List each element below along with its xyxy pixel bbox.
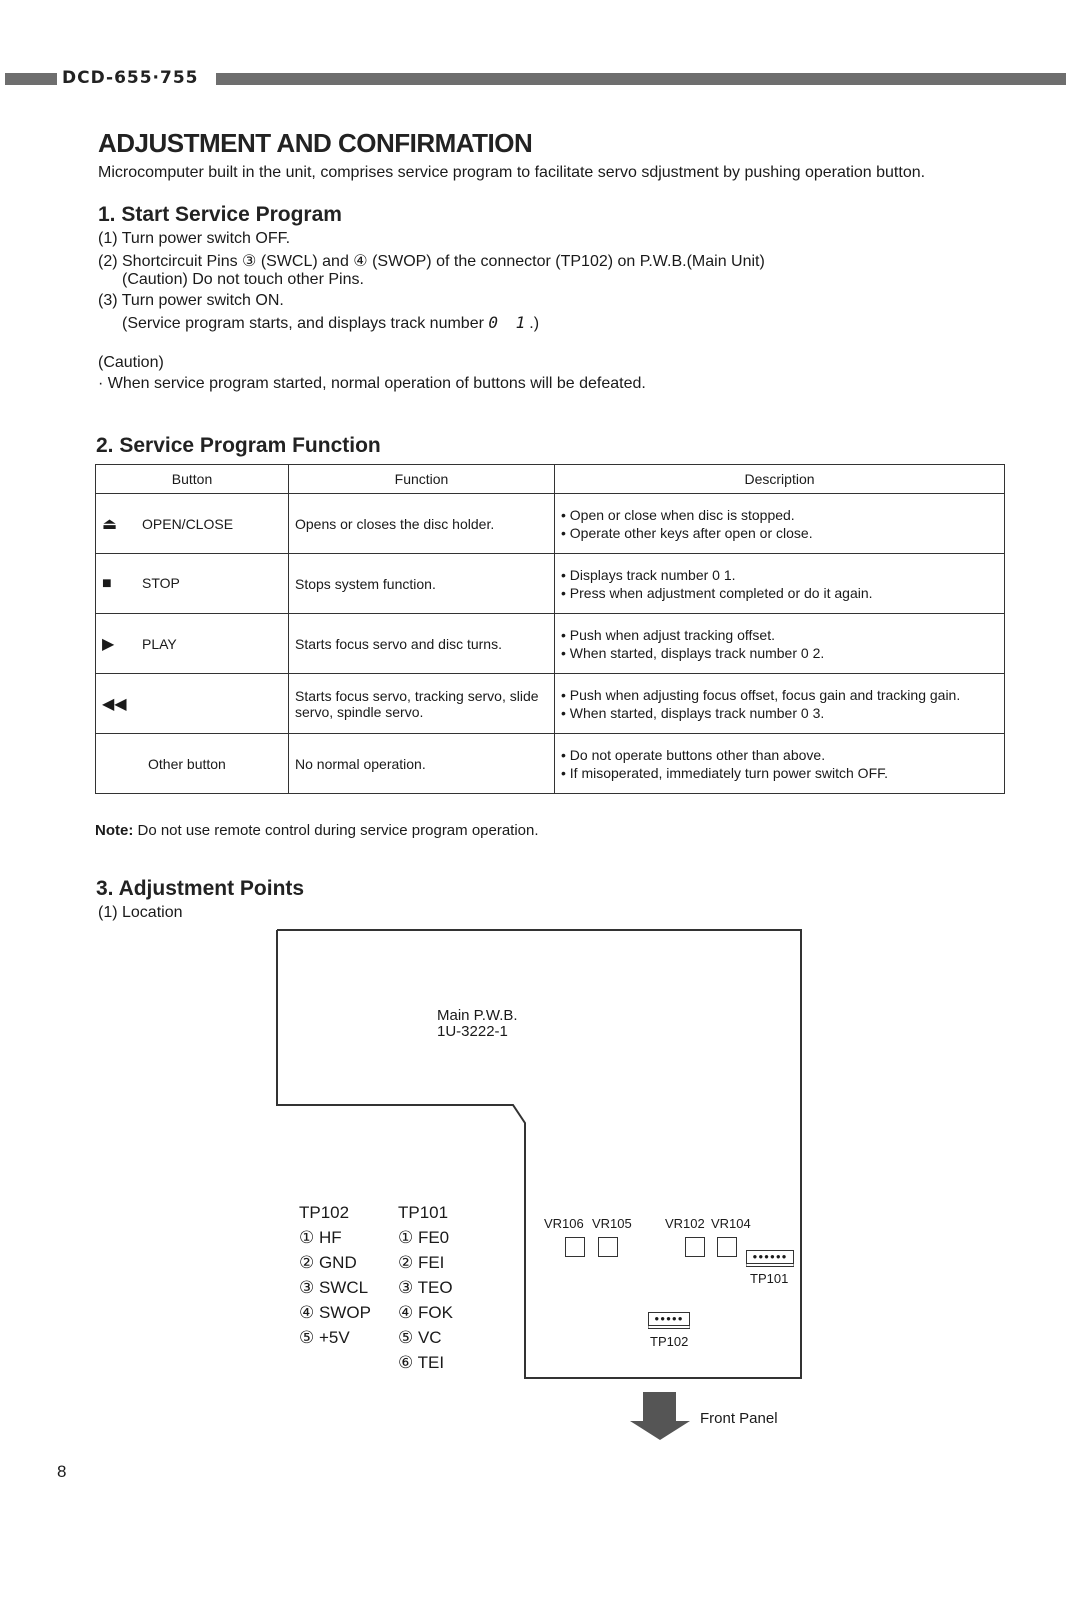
board-number: 1U-3222-1	[437, 1023, 508, 1040]
button-label: OPEN/CLOSE	[142, 515, 234, 532]
vr105-component	[598, 1237, 618, 1257]
tp102-connector: ●●●●●	[648, 1312, 690, 1329]
col-header-button: Button	[96, 465, 289, 494]
tp102-pin: ⑤ +5V	[299, 1328, 350, 1347]
eject-icon: ⏏	[102, 515, 118, 533]
tp101-label: TP101	[750, 1271, 789, 1286]
function-cell: Opens or closes the disc holder.	[289, 494, 555, 554]
vr104-component	[717, 1237, 737, 1257]
page-title: ADJUSTMENT AND CONFIRMATION	[98, 128, 533, 158]
tp101-pin: ⑥ TEI	[398, 1353, 445, 1372]
track-number-display: 0 1	[488, 313, 530, 332]
stop-icon: ■	[102, 574, 112, 592]
front-panel-label: Front Panel	[700, 1410, 778, 1427]
tp102-pin: ① HF	[299, 1228, 342, 1247]
model-header: DCD-655·755	[62, 68, 199, 88]
tp102-label: TP102	[650, 1334, 689, 1349]
tp102-pin-list	[299, 1200, 371, 1350]
description-line: • Displays track number 0 1.	[561, 566, 736, 583]
col-header-function: Function	[289, 465, 555, 494]
step-1: (1) Turn power switch OFF.	[98, 230, 291, 247]
description-line: • When started, displays track number 0 3.	[561, 704, 825, 721]
location-subtitle: (1) Location	[98, 904, 183, 921]
play-icon: ▶	[102, 635, 115, 653]
button-label: STOP	[142, 574, 180, 591]
button-label: PLAY	[142, 635, 177, 652]
vr105-label: VR105	[592, 1216, 632, 1231]
rewind-icon: ◀◀	[102, 695, 127, 713]
function-cell: Starts focus servo and disc turns.	[289, 614, 555, 674]
tp102-title: TP102	[299, 1203, 350, 1222]
vr102-label: VR102	[665, 1216, 705, 1231]
tp101-title: TP101	[398, 1203, 449, 1222]
caution-label: (Caution)	[98, 354, 164, 371]
note-label: Note:	[95, 822, 134, 839]
tp101-pin: ① FE0	[398, 1228, 450, 1247]
description-line: • Push when adjusting focus offset, focus gain and tracking gain.	[561, 686, 961, 703]
tp101-pin: ④ FOK	[398, 1303, 453, 1322]
description-line: • Do not operate buttons other than above.	[561, 746, 826, 763]
step-3-note-text: (Service program starts, and displays track number	[122, 315, 484, 332]
intro-text: Microcomputer built in the unit, comprises service program to facilitate servo sdjustment by pushing operation button.	[98, 164, 926, 181]
page-number: 8	[57, 1462, 67, 1481]
caution-text: · When service program started, normal operation of buttons will be defeated.	[98, 375, 646, 392]
button-label: Other button	[148, 755, 226, 772]
description-line: • If misoperated, immediately turn power switch OFF.	[561, 764, 889, 781]
tp101-pin: ⑤ VC	[398, 1328, 442, 1347]
vr106-component	[565, 1237, 585, 1257]
step-3: (3) Turn power switch ON.	[98, 292, 284, 309]
tp101-pin: ② FEI	[398, 1253, 445, 1272]
section2-title: 2. Service Program Function	[96, 434, 381, 457]
vr104-label: VR104	[711, 1216, 751, 1231]
description-line: • Push when adjust tracking offset.	[561, 626, 775, 643]
description-line: • When started, displays track number 0 2.	[561, 644, 825, 661]
col-header-description: Description	[555, 465, 1005, 494]
function-cell: No normal operation.	[289, 734, 555, 794]
function-cell: Starts focus servo, tracking servo, slide servo, spindle servo.	[289, 674, 555, 734]
step-2: (2) Shortcircuit Pins ③ (SWCL) and ④ (SWOP) of the connector (TP102) on P.W.B.(Main Unit)	[98, 253, 765, 270]
tp102-pin: ④ SWOP	[299, 1303, 371, 1322]
vr102-component	[685, 1237, 705, 1257]
tp102-pin: ③ SWCL	[299, 1278, 369, 1297]
function-cell: Stops system function.	[289, 554, 555, 614]
note-text: Do not use remote control during service program operation.	[133, 822, 539, 839]
board-name: Main P.W.B.	[437, 1007, 518, 1024]
vr106-label: VR106	[544, 1216, 584, 1231]
section3-title: 3. Adjustment Points	[96, 877, 305, 900]
tp101-pin-list	[398, 1200, 453, 1375]
tp101-pin: ③ TEO	[398, 1278, 453, 1297]
tp102-pin: ② GND	[299, 1253, 357, 1272]
step-3-note-end: .)	[529, 315, 540, 332]
step-2-caution: (Caution) Do not touch other Pins.	[122, 271, 364, 288]
section1-title: 1. Start Service Program	[98, 203, 342, 226]
description-line: • Open or close when disc is stopped.	[561, 506, 795, 523]
front-arrow-icon	[630, 1392, 690, 1440]
tp101-connector: ●●●●●●	[746, 1250, 794, 1267]
description-line: • Press when adjustment completed or do it again.	[561, 584, 873, 601]
description-line: • Operate other keys after open or close.	[561, 524, 813, 541]
